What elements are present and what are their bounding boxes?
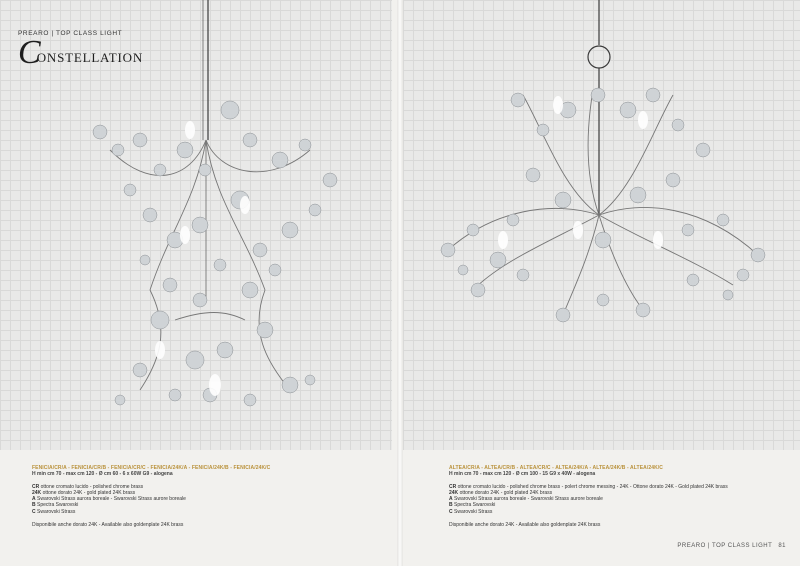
product-dimensions: H min cm 70 - max cm 120 - Ø cm 100 - 15 G9 x 40W - alogena [449,471,596,478]
finish-item: 24K ottone dorato 24K - gold plated 24K brass [32,489,136,496]
frame-arms [110,140,310,390]
footer-brand: PREARO | TOP CLASS LIGHT [677,543,773,549]
finish-item: B Spectra Swarovski [32,502,79,509]
brand-line: PREARO | TOP CLASS LIGHT [18,30,123,37]
crystal-flowers [93,101,337,406]
page-number: 81 [778,543,786,549]
finish-item: CR ottone cromato lucido - polished chrome brass - polert chrome messing - 24K - Ottone dorato 24K - Gold plated 24K brass [449,483,728,490]
product-dimensions: H min cm 70 - max cm 120 - Ø cm 60 - 6 x 60W G9 - alogena [32,471,173,478]
finish-item: B Spectra Swarovski [449,502,496,509]
finish-list [32,484,362,515]
finish-item: C Swarovski Strass [449,508,493,515]
finish-item: CR ottone cromato lucido - polished chrome brass [32,483,144,490]
altea-chandelier-image [403,0,800,450]
availability-note: Disponibile anche dorato 24K - Available also goldenplate 24K brass [449,522,601,529]
finish-list [449,484,779,515]
collection-title-rest: ONSTELLATION [36,50,144,65]
collection-title-initial: C [18,34,41,71]
product-codes: FENICIA/CR/A - FENICIA/CR/B - FENICIA/CR/C - FENICIA/24K/A - FENICIA/24K/B - FENICIA/24K/C [32,465,271,471]
frame-arms [448,90,758,315]
finish-item: A Swarovski Strass aurora boreale - Swarovski Strass aurore boreale [32,496,186,503]
crystal-flowers [441,88,765,322]
right-product-spec [449,465,779,528]
collection-title [18,36,143,70]
availability-note: Disponibile anche dorato 24K - Available also goldenplate 24K brass [32,522,184,529]
chain [203,0,208,140]
page-footer [677,543,786,549]
finish-item: A Swarovski Strass aurora boreale - Swarovski Strass aurore boreale [449,496,603,503]
finish-item: C Swarovski Strass [32,508,76,515]
right-product-photo [403,0,800,450]
product-codes: ALTEA/CR/A - ALTEA/CR/B - ALTEA/CR/C - ALTEA/24K/A - ALTEA/24K/B - ALTEA/24K/C [449,465,663,471]
glass-shades [498,96,663,249]
left-product-spec [32,465,362,528]
finish-item: 24K ottone dorato 24K - gold plated 24K brass [449,489,553,496]
page-gutter [397,0,403,566]
